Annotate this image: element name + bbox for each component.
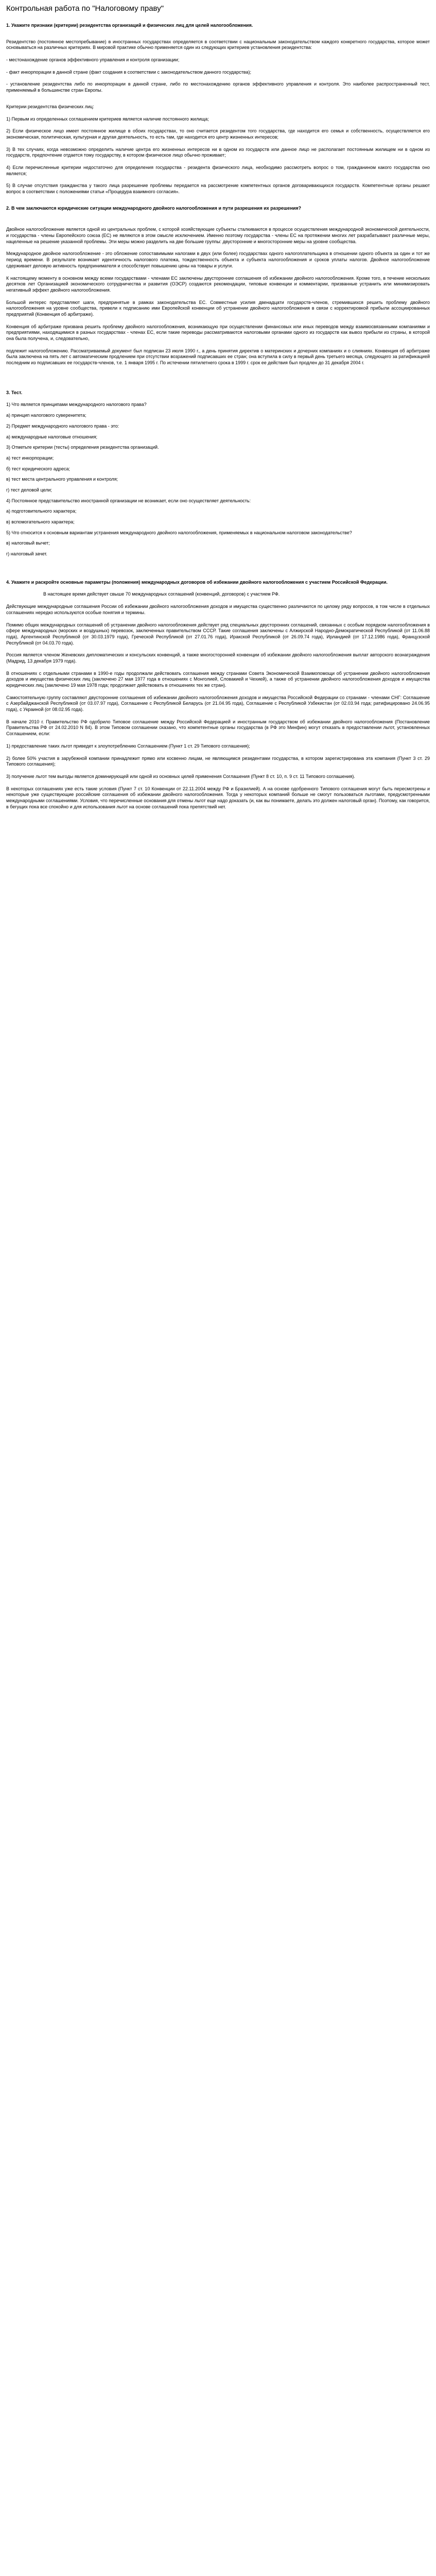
test-question: 3) Отметьте критерии (тесты) определения резидентства организаций.	[6, 445, 159, 450]
list-item: 2) Если физическое лицо имеет постоянное жилище в обоих государствах, то оно считается резидентом того государства, где находится его семья и собственность, осуществляется его экономическая, политическая, культурная и другая деятельность, то есть там, где находится его центр жизненных интересов;	[6, 128, 430, 140]
list-item: 5) В случае отсутствия гражданства у такого лица разрешение проблемы передается на рассмотрение компетентных органов договаривающихся государств. Компетентные органы решают вопрос в соответствии с положениями статьи «Процедура взаимного согласия».	[6, 183, 430, 194]
document-page	[0, 0, 436, 810]
test-question: 2) Предмет международного налогового права - это:	[6, 423, 119, 429]
paragraph: Двойное налогообложение является одной из центральных проблем, с которой хозяйствующие субъекты сталкиваются в процессе осуществления международной экономической деятельности, и государства - члены Европейского союза (ЕС) не являются в этом смысле исключением. Именно поэтому государства - члены ЕС на протяжении многих лет разрабатывают различные меры, нацеленные на решение указанной проблемы. Эти меры можно разделить на две большие группы: двусторонние и многосторонние меры на уровне сообщества.	[6, 227, 430, 244]
test-question: 4) Постоянное представительство иностранной организации не возникает, если оно осуществляет деятельность:	[6, 498, 251, 503]
paragraph: Действующие международные соглашения России об избежании двойного налогообложения доходов и имущества существенно различаются по целому ряду вопросов, в том числе в отдельных соглашениях нередко используются особые понятия и термины.	[6, 604, 430, 615]
paragraph: Международное двойное налогообложение - это обложение сопоставимыми налогами в двух (или более) государствах одного налогоплательщика в отношении одного объекта за один и тот же период времени. В результате возникает идентичность налогового платежа, тождественность объекта и субъекта налогообложения и сроков уплаты налогов. Двойное налогообложение сдерживает деловую активность предпринимателя и способствует повышению цены на товары и услуги.	[6, 251, 430, 268]
section-question-2	[6, 206, 430, 366]
list-item: 4) Если перечисленные критерии недостаточно для определения государства - резидента физического лица, необходимо рассмотреть вопрос о том, гражданином какого государства оно является;	[6, 164, 430, 176]
question-3-heading: 3. Тест.	[6, 389, 23, 395]
question-1-heading: 1. Укажите признаки (критерии) резидентства организаций и физических лиц для целей налогообложения.	[6, 23, 253, 28]
paragraph: В начале 2010 г. Правительство РФ одобрило Типовое соглашение между Российской Федерацией и иностранным государством об избежании двойного налогообложения (Постановление Правительства РФ от 24.02.2010 N 84). В этом Типовом соглашении сказано, что компетентные органы государства (в РФ это Минфин) могут отказать в предоставлении льгот, установленных Соглашением, если:	[6, 719, 430, 737]
list-item: 2) более 50% участия в зарубежной компании принадлежит прямо или косвенно лицам, не являющимся резидентами государства, в котором зарегистрирована эта компания (Пункт 3 ст. 29 Типового соглашения);	[6, 755, 430, 767]
paragraph: Помимо общих международных соглашений об устранении двойного налогообложения действует ряд специальных двусторонних соглашений, связанных с особым порядком налогообложения в сфере международных (морских и воздушных) перевозок, заключенных правительством СССР. Такие соглашения заключены с Алжирской Народно-Демократической Республикой (от 11.06.88 года), Аргентинской Республикой (от 30.03.1979 года), Греческой Республикой (от 27.01.76 года), Иракской Республикой (от 26.09.74 года), Ирландией (от 17.12.1986 года), Французской Республикой (от 04.03.70 года).	[6, 622, 430, 646]
section-question-4	[6, 580, 430, 810]
paragraph: Резидентство (постоянное местопребывание) в иностранных государствах определяется в соответствии с национальным законодательством каждого конкретного государства, которое может основываться на различных критериях. В мировой практике обычно применяется один из следующих критериев установления резидентства:	[6, 39, 430, 50]
paragraph: - установление резидентства либо по инкорпорации в данной стране, либо по местонахождению органов эффективного управления и контроля. Это наиболее распространенный тест, применяемый в большинстве стран Европы.	[6, 81, 430, 93]
test-answer: г) налоговый зачет.	[6, 551, 47, 557]
paragraph: - факт инкорпорации в данной стране (факт создания в соответствии с законодательством данного государства);	[6, 69, 251, 75]
test-answer: в) тест места центрального управления и контроля;	[6, 477, 118, 482]
paragraph: В настоящее время действует свыше 70 международных соглашений (конвенций, договоров) с участием РФ.	[43, 591, 280, 597]
paragraph: подлежит налогообложению. Рассматриваемый документ был подписан 23 июля 1990 г., а день принятия директив о материнских и дочерних компаниях и о слияниях. Конвенция об арбитраже была заключена на пять лет с автоматическим продлением при отсутствии возражений подписавших ее стран; она вступила в силу в первый день третьего месяца, следующего за ратификацией последним из подписавших ее государств-членов, т.е. 1 января 1995 г. По истечении пятилетнего срока в 1999 г. срок ее действия был продлен до 31 декабря 2004 г.	[6, 348, 430, 366]
question-2-heading: 2. В чем заключаются юридические ситуации международного двойного налогообложения и пути разрешения их разрешения?	[6, 205, 302, 211]
list-item: 1) предоставление таких льгот приведет к злоупотреблению Соглашением (Пункт 1 ст. 29 Типового соглашения);	[6, 743, 250, 749]
paragraph: К настоящему моменту в основном между всеми государствами - членами ЕС заключены двусторонние соглашения об избежании двойного налогообложения. Кроме того, в течение нескольких десятков лет Организацией экономического сотрудничества и развития (ОЭСР) создаются рекомендации, типовые конвенции и комментарии, призванные устранить или минимизировать негативный эффект двойного налогообложения.	[6, 275, 430, 293]
paragraph: Критерии резидентства физических лиц:	[6, 104, 94, 109]
test-answer: г) тест деловой цели;	[6, 487, 52, 493]
test-question: 1) Что является принципами международного налогового права?	[6, 402, 147, 408]
test-answer: а) подготовительного характера;	[6, 509, 77, 514]
document-title: Контрольная работа по "Налоговому праву"	[6, 4, 164, 13]
paragraph: Самостоятельную группу составляют двусторонние соглашения об избежании двойного налогообложения доходов и имущества Российской Федерации со странами - членами СНГ: Соглашение с Азербайджанской Республикой (от 03.07.97 года), Соглашение с Республикой Беларусь (от 21.04.95 года), Соглашение с Республикой Узбекистан (от 02.03.94 года; ратифицировано 24.06.95 года), с Украиной (от 08.02.95 года).	[6, 694, 430, 713]
paragraph: Конвенция об арбитраже призвана решить проблему двойного налогообложения, возникающую при осуществлении финансовых или иных переводов между взаимосвязанными компаниями и предприятиями, находящимися в разных государствах - членах ЕС, если такие переводы рассматриваются налоговыми органами одного из государств как вывоз прибыли из страны, в которой она была получена, и, следовательно,	[6, 324, 430, 341]
paragraph: Россия является членом Женевских дипломатических и консульских конвенций, а также многосторонней конвенции об избежании двойного налогообложения выплат авторского вознаграждения (Мадрид, 13 декабря 1979 года).	[6, 652, 430, 664]
paragraph: В некоторых соглашениях уже есть такие условия (Пункт 7 ст. 10 Конвенции от 22.11.2004 между РФ и Бразилией). А на основе одобренного Типового соглашения могут быть пересмотрены и некоторые уже существующие российские соглашения об избежании двойного налогообложения. Тогда у некоторых компаний больше не смогут пользоваться льготами, предусмотренными международными соглашениями. Условия, что перечисленные основания для отмены льгот еще надо доказать (и, как вы понимаете, делать это должен налоговый орган). Поэтому, как говорится, в бегущих пока все спокойно и для использования льгот на основе соглашений пока препятствий нет.	[6, 786, 430, 809]
test-answer: а) принцип налогового суверенитета;	[6, 413, 86, 418]
paragraph: Большой интерес представляют шаги, предпринятые в рамках законодательства ЕС. Совместные усилия двенадцати государств-членов, стремившихся решить проблему двойного налогообложения на уровне сообщества, привели к подписанию ими Европейской конвенции об устранении двойного налогообложения в связи с корректировкой прибыли ассоциированных предприятий (Конвенция об арбитраже).	[6, 299, 430, 317]
test-answer: а) тест инкорпорации;	[6, 455, 54, 461]
section-question-1	[6, 23, 430, 195]
test-answer: в) вспомогательного характера;	[6, 519, 75, 524]
test-answer: а) международные налоговые отношения;	[6, 434, 98, 439]
list-item: 3) В тех случаях, когда невозможно определить наличие центра его жизненных интересов ни в одном из государств или данное лицо не располагает постоянным жилищем ни в одном из государств, предпочтение отдается тому государству, в котором физическое лицо обычно проживает;	[6, 146, 430, 158]
test-answer: б) тест юридического адреса;	[6, 466, 70, 471]
question-4-heading: 4. Укажите и раскройте основные параметры (положения) международных договоров об избежании двойного налогообложения с участием Российской Федерации.	[6, 579, 388, 585]
list-item: 1) Первым из определенных соглашением критериев является наличие постоянного жилища;	[6, 116, 209, 122]
paragraph: - местонахождение органов эффективного управления и контроля организации;	[6, 57, 180, 63]
test-answer: в) налоговый вычет;	[6, 540, 50, 546]
paragraph: В отношениях с отдельными странами в 1990-е годы продолжали действовать соглашения между странами Совета Экономической Взаимопомощи об устранении двойного налогообложения доходов и имущества физических лиц (заключено 27 мая 1977 года в отношениях с Монголией, Словакией и Чехией), а также об устранении двойного налогообложения доходов и имущества юридических лиц (заключено 19 мая 1978 года; продолжает действовать в отношениях тех же стран).	[6, 670, 430, 688]
section-question-3-test	[6, 390, 430, 557]
test-question: 5) Что относится к основным вариантам устранения международного двойного налогообложения, применяемых в национальном налоговом законодательстве?	[6, 530, 352, 535]
list-item: 3) получение льгот тем выгоды является доминирующей или одной из основных целей применения Соглашения (Пункт 8 ст. 10, п. 9 ст. 11 Типового соглашения).	[6, 773, 355, 779]
